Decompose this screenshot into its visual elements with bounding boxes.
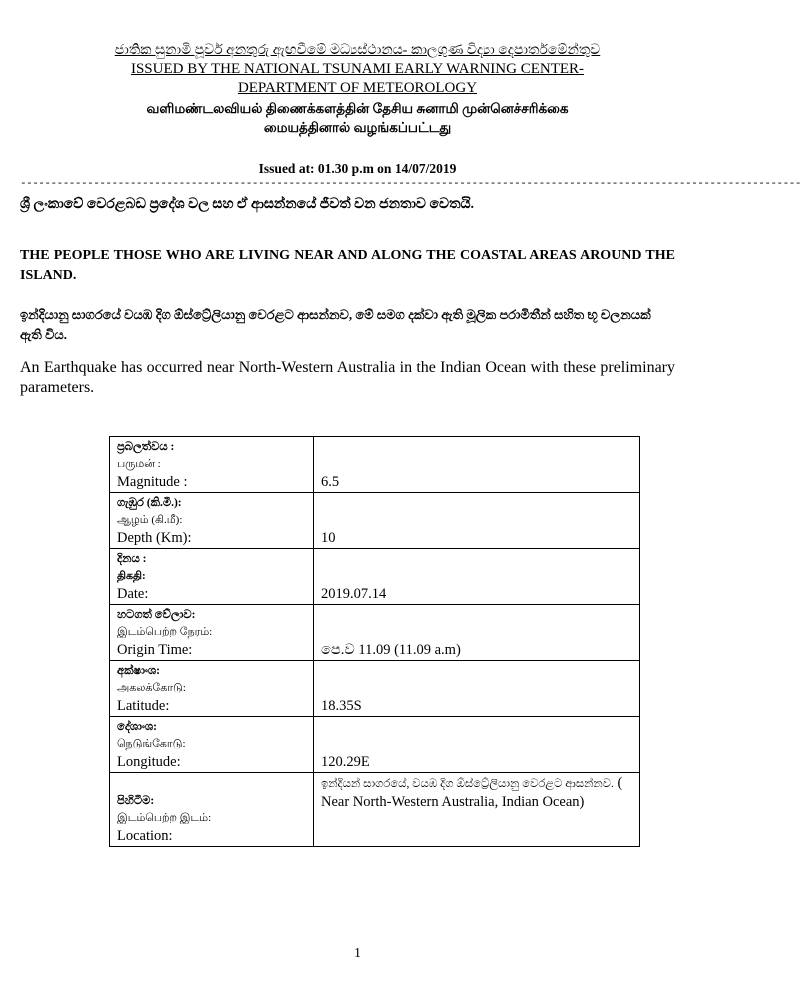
header-tamil-line2: மையத்தினால் வழங்கப்பட்டது bbox=[263, 120, 452, 135]
parameter-value: 2019.07.14 bbox=[314, 549, 640, 605]
parameter-value: 120.29E bbox=[314, 717, 640, 773]
parameter-label: පිහිටීම: இடம்பெற்ற இடம்: Location: bbox=[110, 773, 314, 847]
parameter-label: අක්ෂාංශ: அகலக்கோடு: Latitude: bbox=[110, 661, 314, 717]
parameter-value bbox=[314, 773, 640, 847]
table-row bbox=[110, 605, 640, 661]
parameter-value: 18.35S bbox=[314, 661, 640, 717]
parameter-value: 10 bbox=[314, 493, 640, 549]
parameter-label: දිනය : திகதி: Date: bbox=[110, 549, 314, 605]
header-sinhala: ජාතික සුනාමි පූර්ව අනතුරු ඇඟවීමේ මධ්‍යස්ථානය- කාලගුණ විද්‍යා දෙපාර්තමේන්තුව bbox=[114, 43, 601, 58]
table-row bbox=[110, 437, 640, 493]
header-english-line1: ISSUED BY THE NATIONAL TSUNAMI EARLY WARNING CENTER- bbox=[130, 61, 585, 77]
parameter-value: 6.5 bbox=[314, 437, 640, 493]
header-tamil-line1: வளிமண்டலவியல் திணைக்களத்தின் தேசிய சுனாமி முன்னெச்சரிக்கை bbox=[146, 101, 569, 116]
location-sinhala: ඉන්දියන් සාගරයේ, වයඹ දිග ඕස්ට්‍රේලියානු වෙරළට ආසන්නව. bbox=[321, 778, 614, 790]
parameter-label: හටගත් වේලාව: இடம்பெற்ற நேரம்: Origin Time: bbox=[110, 605, 314, 661]
parameter-label: ගැඹුර (කි.මී.): ஆழம் (கி.மீ): Depth (Km): bbox=[110, 493, 314, 549]
table-row bbox=[110, 549, 640, 605]
issued-time: Issued at: 01.30 p.m on 14/07/2019 bbox=[258, 161, 457, 176]
table-row bbox=[110, 661, 640, 717]
header-english-line2: DEPARTMENT OF METEOROLOGY bbox=[237, 80, 478, 96]
earthquake-notice-english: An Earthquake has occurred near North-Western Australia in the Indian Ocean with these preliminary parameters. bbox=[20, 359, 675, 396]
table-row bbox=[110, 717, 640, 773]
audience-english: THE PEOPLE THOSE WHO ARE LIVING NEAR AND ALONG THE COASTAL AREAS AROUND THE ISLAND. bbox=[20, 248, 675, 283]
separator-line: -------------------------------------------------------------------------------------------------------------------------------- bbox=[20, 178, 801, 190]
audience-sinhala: ශ්‍රී ලංකාවේ වෙරළබඩ ප්‍රදේශ වල සහ ඒ ආසන්නයේ ජීවත් වන ජනතාව වෙතයි. bbox=[20, 197, 475, 212]
earthquake-notice-sinhala: ඉන්දියානු සාගරයේ වයඹ දිග ඕස්ට්‍රේලියානු වෙරළට ආසන්නව, මේ සමග දක්වා ඇති මූලික පරාමිතීන් සහිත භූ චලනයක් ඇති විය. bbox=[20, 307, 651, 342]
parameter-label: ප්‍රබලත්වය : பருமன் : Magnitude : bbox=[110, 437, 314, 493]
table-row bbox=[110, 493, 640, 549]
parameter-value: පෙ.ව 11.09 (11.09 a.m) bbox=[314, 605, 640, 661]
parameter-label: දේශාංශ: நெடுங்கோடு: Longitude: bbox=[110, 717, 314, 773]
location-english: ( Near North-Western Australia, Indian Ocean) bbox=[321, 775, 623, 810]
table-row bbox=[110, 773, 640, 847]
earthquake-parameters-table bbox=[109, 436, 640, 847]
page-number: 1 bbox=[354, 946, 361, 961]
